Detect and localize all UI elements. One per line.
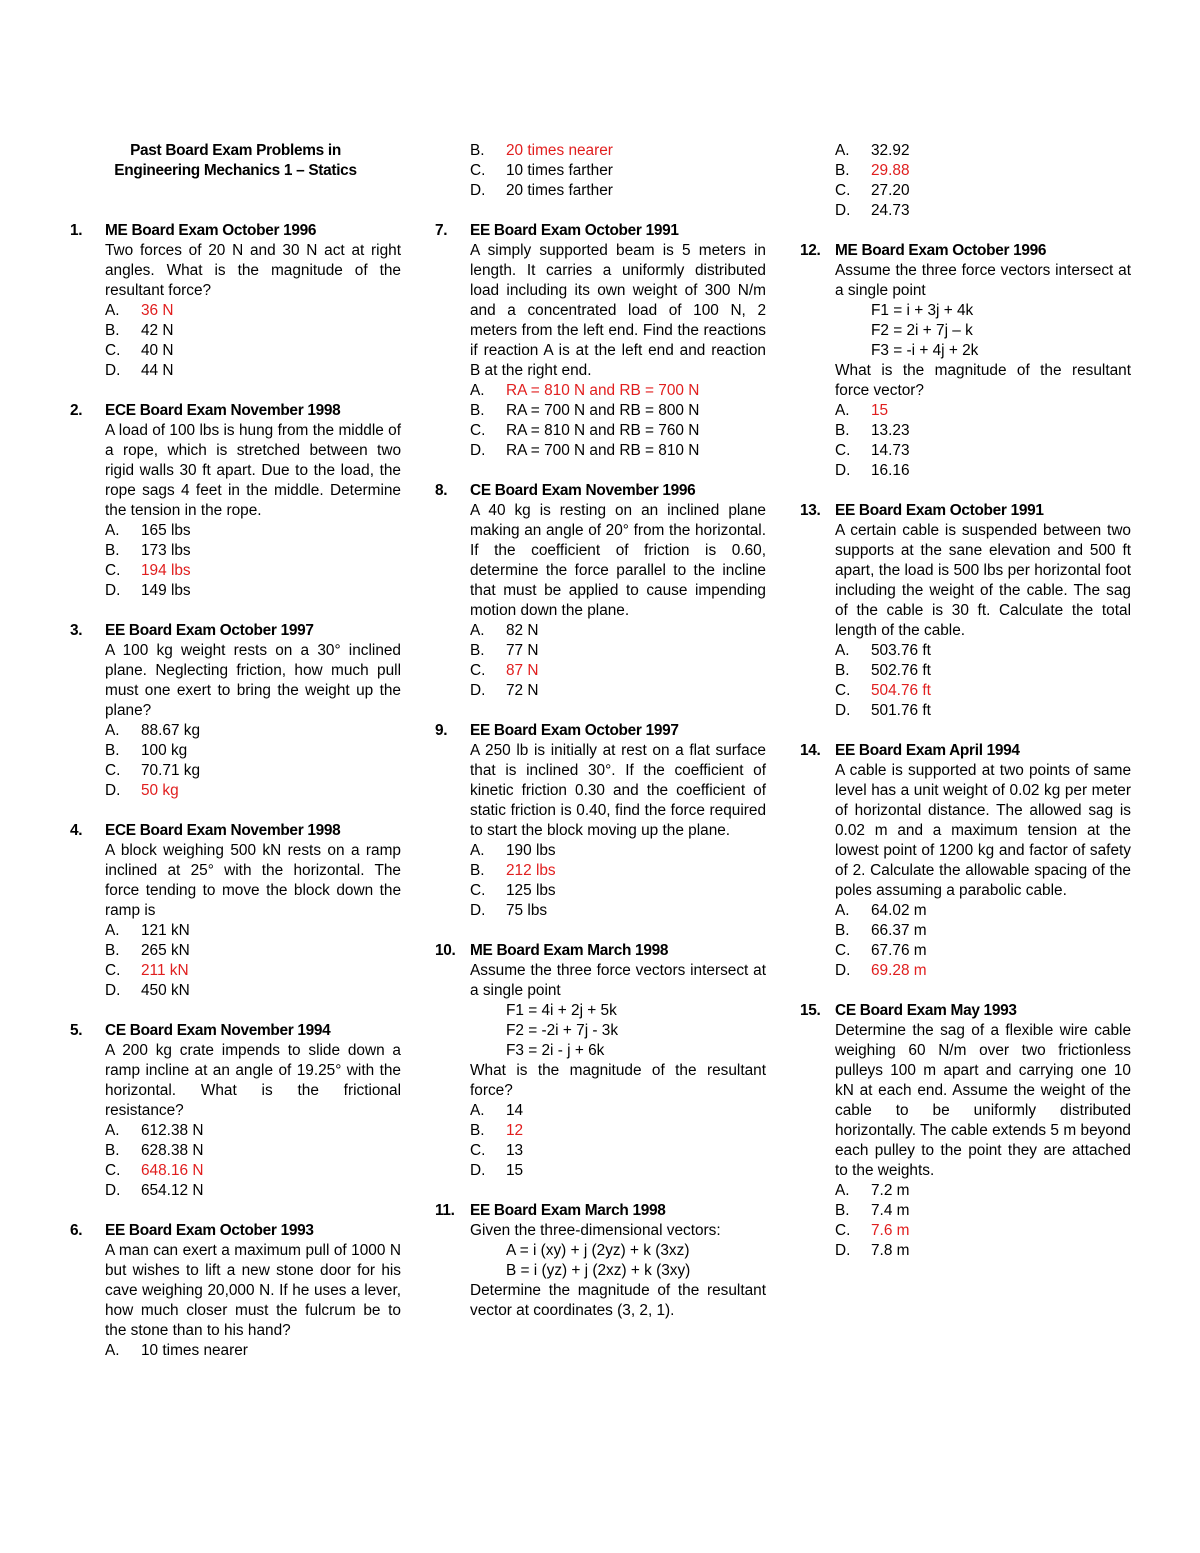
problem-number: 7. — [435, 222, 448, 239]
option-a: A. RA = 810 N and RB = 700 N — [470, 382, 700, 399]
option-d: D. RA = 700 N and RB = 810 N — [470, 442, 700, 459]
problem-heading: 4. ECE Board Exam November 1998 — [70, 822, 341, 839]
problem-number: 15. — [800, 1002, 821, 1019]
option-d: D. 20 times farther — [470, 182, 613, 199]
equation: A = i (xy) + j (2yz) + k (3xz) — [506, 1242, 690, 1259]
option-a: A. 32.92 — [835, 142, 910, 159]
problem-2 — [70, 401, 401, 601]
option-c: C. 14.73 — [835, 442, 910, 459]
problem-number: 4. — [70, 822, 83, 839]
equation: B = i (yz) + j (2xz) + k (3xy) — [506, 1262, 691, 1279]
option-d: D. 15 — [470, 1162, 524, 1179]
option-b: B. 66.37 m — [835, 922, 927, 939]
problem-heading: 7. EE Board Exam October 1991 — [435, 222, 679, 239]
option-b: B. 265 kN — [105, 942, 190, 959]
option-c: C. 70.71 kg — [105, 762, 201, 779]
problem-11 — [435, 1201, 766, 1321]
problem-statement: Assume the three force vectors intersect at a single point — [835, 262, 1131, 299]
option-a: A. 36 N — [105, 302, 174, 319]
option-a: A. 88.67 kg — [105, 722, 201, 739]
problem-statement: A 200 kg crate impends to slide down a ramp incline at an angle of 19.25° with the horizontal. What is the frictional resistance? — [105, 1042, 401, 1119]
option-c: C. 13 — [470, 1142, 524, 1159]
option-d: D. 501.76 ft — [835, 702, 931, 719]
option-a: A. 14 — [470, 1102, 524, 1119]
problem-heading: 5. CE Board Exam November 1994 — [70, 1022, 331, 1039]
option-b: B. 502.76 ft — [835, 662, 931, 679]
problem-number: 1. — [70, 222, 83, 239]
problem-6-continued — [470, 141, 766, 201]
problem-4 — [70, 821, 401, 1001]
option-d: D. 72 N — [470, 682, 539, 699]
option-a: A. 64.02 m — [835, 902, 927, 919]
problem-1 — [70, 221, 401, 381]
option-c: C. 648.16 N — [105, 1162, 204, 1179]
problem-question: What is the magnitude of the resultant force vector? — [835, 362, 1131, 399]
problem-7 — [435, 221, 766, 461]
column-3 — [800, 141, 1131, 1281]
problem-statement: Assume the three force vectors intersect at a single point — [470, 962, 766, 999]
problem-8 — [435, 481, 766, 701]
equation: F2 = 2i + 7j – k — [871, 322, 973, 339]
problem-statement: A block weighing 500 kN rests on a ramp inclined at 25° with the horizontal. The force tending to move the block down the ramp is — [105, 842, 401, 919]
option-d: D. 24.73 — [835, 202, 910, 219]
document-title — [70, 141, 401, 181]
problem-15 — [800, 1001, 1131, 1261]
problem-heading: 2. ECE Board Exam November 1998 — [70, 402, 341, 419]
option-c: C. 40 N — [105, 342, 174, 359]
problem-13 — [800, 501, 1131, 721]
problem-statement: A simply supported beam is 5 meters in length. It carries a uniformly distributed load including its own weight of 300 N/m and a concentrated load of 100 N, 2 meters from the left end. Find the reactions if reaction A is at the left end and reaction B at the right end. — [470, 242, 766, 379]
problem-heading: 14. EE Board Exam April 1994 — [800, 742, 1020, 759]
equation: F3 = -i + 4j + 2k — [871, 342, 979, 359]
problem-number: 8. — [435, 482, 448, 499]
problem-question: What is the magnitude of the resultant force? — [470, 1062, 766, 1099]
option-a: A. 612.38 N — [105, 1122, 204, 1139]
option-a: A. 15 — [835, 402, 889, 419]
option-b: B. 20 times nearer — [470, 142, 613, 159]
problem-heading: 8. CE Board Exam November 1996 — [435, 482, 696, 499]
option-c: C. 125 lbs — [470, 882, 556, 899]
equation: F1 = 4i + 2j + 5k — [506, 1002, 617, 1019]
option-b: B. 173 lbs — [105, 542, 191, 559]
option-b: B. 29.88 — [835, 162, 910, 179]
problem-10 — [435, 941, 766, 1181]
option-a: A. 165 lbs — [105, 522, 191, 539]
problem-12 — [800, 241, 1131, 481]
option-c: C. 194 lbs — [105, 562, 191, 579]
option-b: B. 7.4 m — [835, 1202, 910, 1219]
problem-heading: 10. ME Board Exam March 1998 — [435, 942, 669, 959]
problem-statement: Two forces of 20 N and 30 N act at right angles. What is the magnitude of the resultant force? — [105, 242, 401, 299]
problem-14 — [800, 741, 1131, 981]
problem-statement: A cable is supported at two points of same level has a unit weight of 0.02 kg per meter of horizontal distance. The allowed sag is 0.02 m and a maximum tension at the lowest point of 1200 kg and factor of safety of 2. Calculate the allowable spacing of the poles assuming a parabolic cable. — [835, 762, 1131, 899]
problem-number: 12. — [800, 242, 821, 259]
problem-question: Determine the magnitude of the resultant vector at coordinates (3, 2, 1). — [470, 1282, 766, 1319]
problem-heading: 1. ME Board Exam October 1996 — [70, 222, 317, 239]
problem-number: 14. — [800, 742, 821, 759]
problem-heading: 11. EE Board Exam March 1998 — [435, 1202, 666, 1219]
option-b: B. 13.23 — [835, 422, 910, 439]
column-2 — [435, 141, 766, 1341]
column-1 — [70, 141, 401, 1381]
option-b: B. 42 N — [105, 322, 174, 339]
option-d: D. 50 kg — [105, 782, 179, 799]
option-a: A. 503.76 ft — [835, 642, 931, 659]
option-b: B. 12 — [470, 1122, 524, 1139]
option-b: B. 212 lbs — [470, 862, 556, 879]
problem-6 — [70, 1221, 401, 1361]
option-c: C. 27.20 — [835, 182, 910, 199]
option-b: B. 100 kg — [105, 742, 188, 759]
problem-number: 11. — [435, 1202, 455, 1219]
problem-statement: A load of 100 lbs is hung from the middle of a rope, which is stretched between two rigid walls 30 ft apart. Due to the load, the rope sags 4 feet in the middle. Determine the tension in the rope. — [105, 422, 401, 519]
option-a: A. 7.2 m — [835, 1182, 910, 1199]
problem-statement: A 100 kg weight rests on a 30° inclined plane. Neglecting friction, how much pull must one exert to bring the weight up the plane? — [105, 642, 401, 719]
problem-number: 10. — [435, 942, 456, 959]
option-d: D. 75 lbs — [470, 902, 548, 919]
option-c: C. 67.76 m — [835, 942, 927, 959]
problem-heading: 12. ME Board Exam October 1996 — [800, 242, 1047, 259]
problem-number: 5. — [70, 1022, 83, 1039]
option-c: C. 10 times farther — [470, 162, 613, 179]
option-d: D. 450 kN — [105, 982, 190, 999]
problem-heading: 9. EE Board Exam October 1997 — [435, 722, 679, 739]
option-a: A. 190 lbs — [470, 842, 556, 859]
problem-number: 9. — [435, 722, 448, 739]
option-c: C. 87 N — [470, 662, 539, 679]
option-d: D. 16.16 — [835, 462, 910, 479]
problem-heading: 15. CE Board Exam May 1993 — [800, 1002, 1017, 1019]
problem-number: 6. — [70, 1222, 83, 1239]
option-d: D. 69.28 m — [835, 962, 927, 979]
option-b: B. 628.38 N — [105, 1142, 204, 1159]
option-d: D. 654.12 N — [105, 1182, 204, 1199]
option-c: C. 211 kN — [105, 962, 189, 979]
title-line-1: Past Board Exam Problems in — [130, 142, 341, 159]
problem-statement: A 250 lb is initially at rest on a flat surface that is inclined 30°. If the coefficient of kinetic friction 0.30 and the coefficient of static friction is 0.40, find the force required to start the block moving up the plane. — [470, 742, 766, 839]
option-c: C. RA = 810 N and RB = 760 N — [470, 422, 700, 439]
problem-9 — [435, 721, 766, 921]
option-b: B. 77 N — [470, 642, 539, 659]
equation: F1 = i + 3j + 4k — [871, 302, 974, 319]
problem-heading: 6. EE Board Exam October 1993 — [70, 1222, 314, 1239]
option-a: A. 82 N — [470, 622, 539, 639]
option-a: A. 121 kN — [105, 922, 190, 939]
problem-statement: Determine the sag of a flexible wire cable weighing 60 N/m over two frictionless pulleys 100 m apart and carrying one 10 kN at each end. Assume the weight of the cable to be uniformly distributed horizontally. The cable extends 5 m beyond each pulley to the point they are attached to the weights. — [835, 1022, 1131, 1179]
title-line-2: Engineering Mechanics 1 – Statics — [114, 162, 357, 179]
option-d: D. 44 N — [105, 362, 174, 379]
problem-number: 13. — [800, 502, 821, 519]
problem-statement: Given the three-dimensional vectors: — [470, 1222, 721, 1239]
option-c: C. 504.76 ft — [835, 682, 931, 699]
problem-11-continued — [835, 141, 1131, 221]
option-a: A. 10 times nearer — [105, 1342, 248, 1359]
problem-statement: A 40 kg is resting on an inclined plane making an angle of 20° from the horizontal. If the coefficient of friction is 0.60, determine the force parallel to the incline that must be applied to cause impending motion down the plane. — [470, 502, 766, 619]
option-d: D. 149 lbs — [105, 582, 191, 599]
problem-number: 3. — [70, 622, 83, 639]
problem-statement: A man can exert a maximum pull of 1000 N but wishes to lift a new stone door for his cave weighing 20,000 N. If he uses a lever, how much closer must the fulcrum be to the stone than to his hand? — [105, 1242, 401, 1339]
option-d: D. 7.8 m — [835, 1242, 910, 1259]
equation: F3 = 2i - j + 6k — [506, 1042, 605, 1059]
problem-number: 2. — [70, 402, 83, 419]
problem-3 — [70, 621, 401, 801]
problem-heading: 3. EE Board Exam October 1997 — [70, 622, 314, 639]
option-c: C. 7.6 m — [835, 1222, 910, 1239]
equation: F2 = -2i + 7j - 3k — [506, 1022, 619, 1039]
problem-statement: A certain cable is suspended between two supports at the sane elevation and 500 ft apart, the load is 500 lbs per horizontal foot including the weight of the cable. The sag of the cable is 30 ft. Calculate the total length of the cable. — [835, 522, 1131, 639]
problem-heading: 13. EE Board Exam October 1991 — [800, 502, 1044, 519]
option-b: B. RA = 700 N and RB = 800 N — [470, 402, 700, 419]
problem-5 — [70, 1021, 401, 1201]
